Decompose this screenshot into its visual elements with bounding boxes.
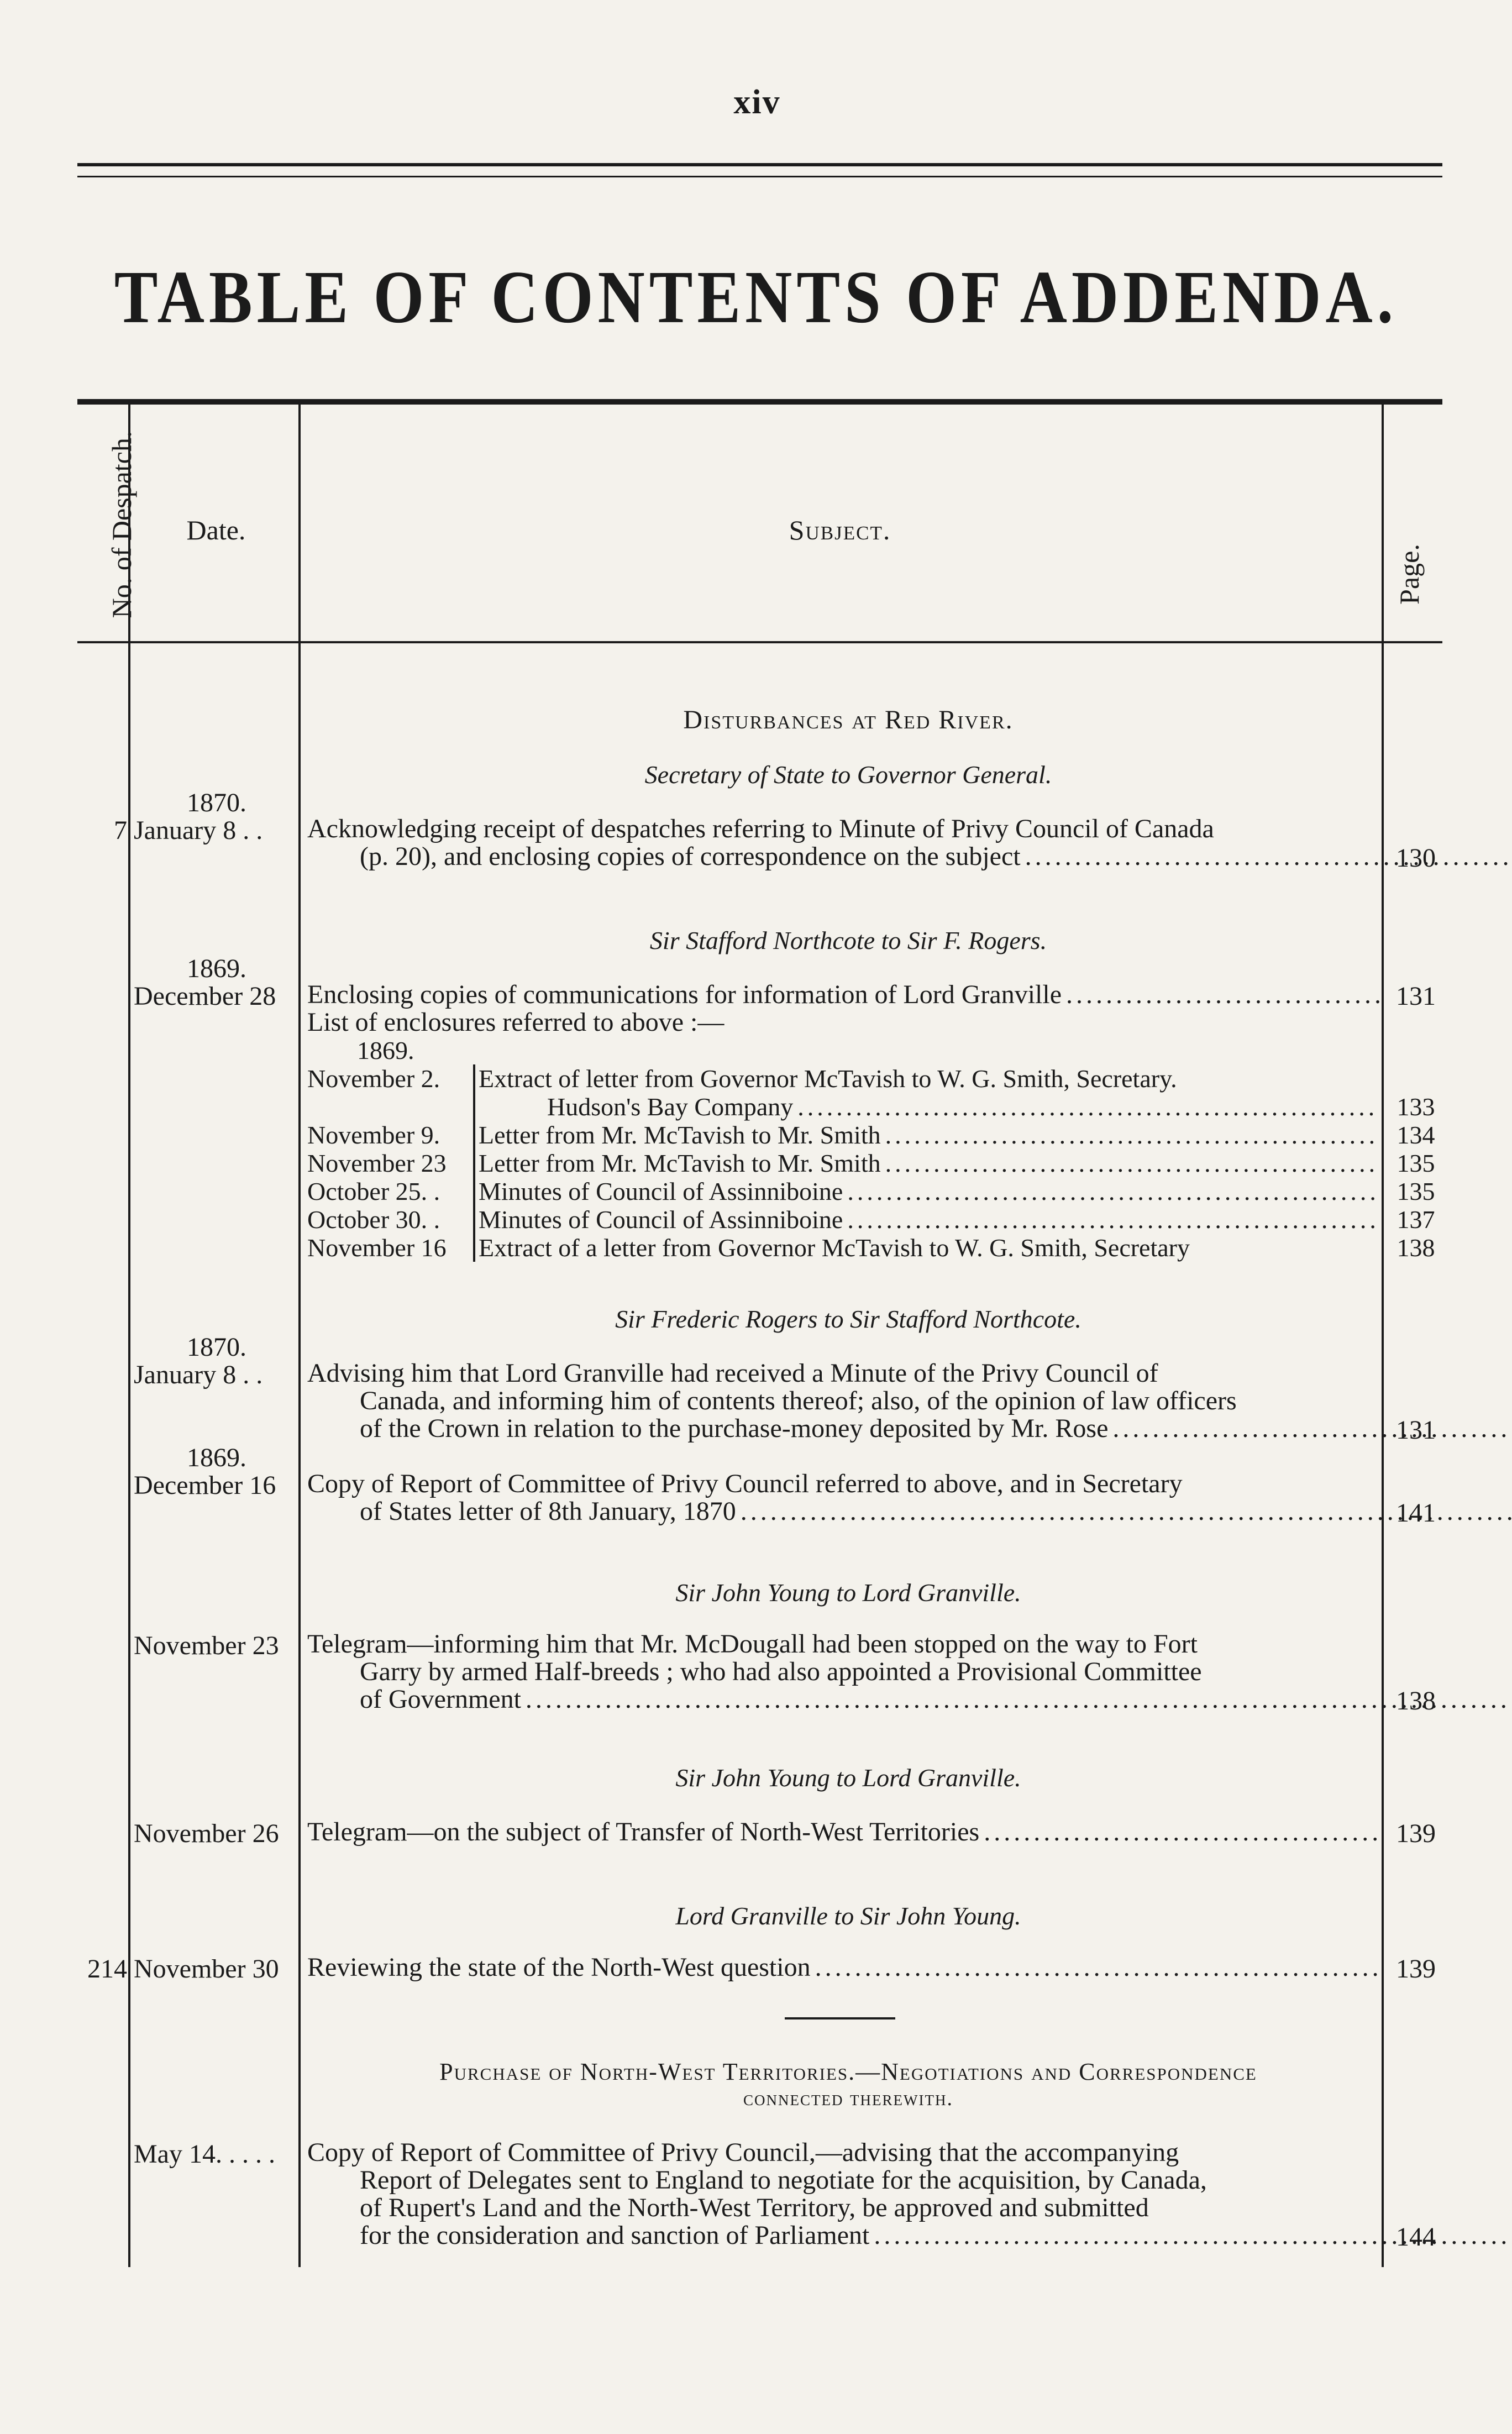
page-number: 138	[1396, 1686, 1436, 1716]
entry-text: Telegram—on the subject of Transfer of North-West Territories	[307, 1817, 980, 1847]
column-header-subject: Subject.	[789, 515, 891, 545]
section-title-red-river: Disturbances at Red River.	[683, 705, 1014, 735]
table-row	[307, 1360, 1379, 1442]
enclosure-list	[307, 1036, 1379, 1262]
column-header-date: Date.	[186, 515, 246, 545]
enclosure-date: November 23	[307, 1149, 447, 1177]
enclosure-text: Extract of letter from Governor McTavish to W. G. Smith, Secretary.	[479, 1064, 1177, 1093]
enclosure-list-intro: List of enclosures referred to above :—	[307, 1008, 725, 1037]
entry-text: Copy of Report of Committee of Privy Council,—advising that the accompanying	[307, 2138, 1179, 2167]
year-label: 1869.	[187, 954, 246, 983]
enclosure-text: Letter from Mr. McTavish to Mr. Smith	[479, 1149, 881, 1177]
entry-date: November 23	[134, 1631, 279, 1660]
despatch-number: 214	[87, 1954, 127, 1984]
table-row	[307, 1470, 1379, 1525]
enclosure-year: 1869.	[357, 1036, 414, 1064]
dot-leader	[797, 1093, 1379, 1121]
year-label: 1870.	[187, 1333, 246, 1362]
entry-text-end: of the Crown in relation to the purchase-money deposited by Mr. Rose	[360, 1414, 1109, 1443]
enclosure-date: November 2.	[307, 1064, 440, 1093]
dot-leader	[1066, 981, 1379, 1009]
entry-text: Reviewing the state of the North-West question	[307, 1953, 811, 1982]
dot-leader	[526, 1685, 1512, 1714]
page-number: 130	[1396, 843, 1436, 873]
page-number: 131	[1396, 982, 1436, 1011]
page-number: 138	[1397, 1234, 1435, 1262]
page-number: 135	[1397, 1177, 1435, 1205]
table-top-rule	[77, 399, 1442, 405]
group-heading: Sir John Young to Lord Granville.	[675, 1578, 1021, 1607]
group-heading: Lord Granville to Sir John Young.	[675, 1902, 1021, 1930]
page-number: 139	[1396, 1819, 1436, 1848]
header-bottom-rule	[77, 641, 1442, 643]
dot-leader	[847, 1205, 1379, 1234]
top-rule-thick	[77, 163, 1442, 166]
table-row	[307, 2139, 1379, 2249]
page-number: 131	[1396, 1415, 1436, 1445]
enclosure-date: November 16	[307, 1234, 447, 1262]
list-item	[307, 1234, 1379, 1262]
entry-text-cont: Report of Delegates sent to England to negotiate for the acquisition, by Canada,	[360, 2165, 1207, 2195]
column-divider-page	[1382, 405, 1384, 2267]
list-item	[307, 1177, 1379, 1205]
entry-date: November 30	[134, 1954, 279, 1984]
table-row	[307, 1954, 1379, 1981]
entry-date: May 14. . . . .	[134, 2139, 275, 2169]
dot-leader	[984, 1818, 1379, 1846]
entry-date: January 8 . .	[134, 1360, 263, 1389]
top-rule-thin	[77, 176, 1442, 177]
column-header-page: Page.	[1394, 544, 1425, 605]
table-row	[307, 815, 1379, 870]
despatch-number: 7	[114, 816, 127, 845]
dot-leader	[885, 1149, 1379, 1177]
dot-leader	[885, 1121, 1379, 1149]
list-item	[307, 1205, 1379, 1234]
enclosure-pages	[1388, 1093, 1443, 1262]
group-heading: Sir John Young to Lord Granville.	[675, 1764, 1021, 1792]
list-item	[307, 1149, 1379, 1177]
dot-leader	[847, 1177, 1379, 1205]
group-heading: Sir Stafford Northcote to Sir F. Rogers.	[649, 926, 1047, 954]
table-row	[307, 1630, 1379, 1713]
list-item	[307, 1064, 1379, 1093]
entry-text-cont: Garry by armed Half-breeds ; who had also appointed a Provisional Committee	[360, 1657, 1202, 1686]
column-header-despatch: No. of Despatch.	[106, 431, 137, 618]
section-title-purchase: Purchase of North-West Territories.—Negotiations and Correspondence connected therewith.	[439, 2058, 1257, 2110]
enclosure-date: October 30. .	[307, 1205, 440, 1234]
list-item	[307, 1121, 1379, 1149]
entry-date: January 8 . .	[134, 816, 263, 845]
dot-leader	[815, 1954, 1379, 1981]
entry-text-end: for the consideration and sanction of Parliament	[360, 2221, 870, 2250]
year-label: 1869.	[187, 1443, 246, 1472]
page-title: TABLE OF CONTENTS OF ADDENDA.	[114, 255, 1398, 339]
enclosure-date: November 9.	[307, 1121, 440, 1149]
entry-text-end: (p. 20), and enclosing copies of correspondence on the subject	[360, 842, 1021, 871]
enclosure-text: Letter from Mr. McTavish to Mr. Smith	[479, 1121, 881, 1149]
column-divider-despatch	[128, 405, 130, 2267]
enclosure-date: October 25. .	[307, 1177, 440, 1205]
group-heading: Sir Frederic Rogers to Sir Stafford Northcote.	[615, 1305, 1082, 1333]
entry-text: Copy of Report of Committee of Privy Council referred to above, and in Secretary	[307, 1469, 1183, 1498]
entry-text: Acknowledging receipt of despatches referring to Minute of Privy Council of Canada	[307, 814, 1214, 843]
entry-text: Enclosing copies of communications for information of Lord Granville	[307, 980, 1062, 1009]
entry-date: November 26	[134, 1819, 279, 1848]
page-number: 144	[1396, 2222, 1436, 2252]
entry-date: December 16	[134, 1471, 276, 1500]
page-number: 133	[1397, 1093, 1435, 1121]
entry-date: December 28	[134, 982, 276, 1011]
enclosure-text: Minutes of Council of Assinniboine	[479, 1177, 843, 1205]
entry-text: Telegram—informing him that Mr. McDougall had been stopped on the way to Fort	[307, 1629, 1198, 1659]
table-row	[307, 1818, 1379, 1846]
page-number: 135	[1397, 1149, 1435, 1177]
page-number: 137	[1397, 1205, 1435, 1234]
entry-text-cont: of Rupert's Land and the North-West Territory, be approved and submitted	[360, 2193, 1149, 2222]
enclosure-text-cont: Hudson's Bay Company	[547, 1093, 794, 1121]
enclosure-text: Extract of a letter from Governor McTavish to W. G. Smith, Secretary	[479, 1234, 1190, 1262]
entry-text: Advising him that Lord Granville had received a Minute of the Privy Council of	[307, 1358, 1158, 1388]
entry-text-cont: Canada, and informing him of contents thereof; also, of the opinion of law officers	[360, 1386, 1237, 1415]
page-number: 139	[1396, 1954, 1436, 1984]
entry-text-end: of States letter of 8th January, 1870	[360, 1497, 736, 1526]
year-label: 1870.	[187, 788, 246, 817]
group-heading: Secretary of State to Governor General.	[644, 760, 1052, 789]
page-number: 134	[1397, 1121, 1435, 1149]
page-folio: xiv	[733, 83, 781, 121]
table-row	[307, 981, 1379, 1036]
entry-text-end: of Government	[360, 1685, 521, 1714]
page-number: 141	[1396, 1498, 1436, 1528]
dot-leader	[1112, 1414, 1512, 1443]
enclosure-text: Minutes of Council of Assinniboine	[479, 1205, 843, 1234]
section-divider	[785, 2017, 895, 2019]
